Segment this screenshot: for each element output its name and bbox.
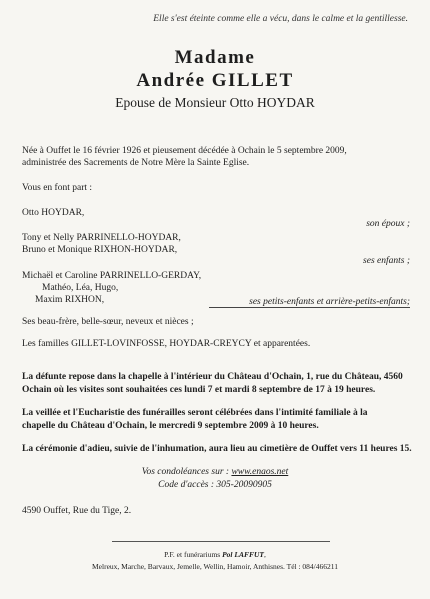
rest-notice: Ochain où les visites sont souhaitées ces lundi 7 et mardi 8 septembre de 17 à 19 heures. [22,385,376,395]
children-role: ses enfants ; [363,256,410,266]
grandchild-line: Michaël et Caroline PARRINELLO-GERDAY, [22,271,202,281]
grandchild-line: Maxim RIXHON, [35,295,105,305]
birth-death-line: Née à Ouffet le 16 février 1926 et pieusement décédée à Ochain le 5 septembre 2009, [22,146,347,156]
funeral-home-name: Pol LAFFUT [222,550,264,559]
funeral-home-suffix: , [263,550,266,559]
vigil-notice: La veillée et l'Eucharistie des funérailles seront célébrées dans l'intimité familiale à la [22,408,368,418]
grandchildren-role: ses petits-enfants et arrière-petits-enfants; [209,297,410,308]
deceased-name: Andrée GILLET [136,70,294,91]
child-line: Tony et Nelly PARRINELLO-HOYDAR, [22,233,181,243]
condolences-site-link[interactable]: www.enaos.net [231,467,289,477]
access-code-line [0,479,430,492]
sacraments-line: administrée des Sacrements de Notre Mère la Sainte Eglise. [22,158,250,168]
honorific: Madame [174,47,256,68]
spouse-name: Otto HOYDAR, [22,208,85,218]
ceremony-notice: La cérémonie d'adieu, suivie de l'inhumation, aura lieu au cimetière de Ouffet vers 11 heures 15. [22,444,412,454]
access-code: 305-20090905 [216,480,272,490]
funeral-home-prefix: P.F. et funérariums [164,550,223,559]
epigraph: Elle s'est éteinte comme elle a vécu, dans le calme et la gentillesse. [153,14,408,24]
vigil-notice: chapelle du Château d'Ochain, le mercredi 9 septembre 2009 à 10 heures. [22,421,319,431]
funeral-home-locations: Melreux, Marche, Barvaux, Jemelle, Wellin, Hamoir, Anthisnes. Tél : 084/466211 [92,562,338,571]
spouse-role: son époux ; [366,219,410,229]
siblings-line: Ses beau-frère, belle-sœur, neveux et nièces ; [22,317,194,327]
spouse-line: Epouse de Monsieur Otto HOYDAR [115,95,315,110]
announce-line: Vous en font part : [22,183,93,193]
condolences-label: Vos condoléances sur : [141,467,232,477]
condolences-line [0,466,430,479]
address-line: 4590 Ouffet, Rue du Tige, 2. [22,506,132,516]
grandchild-line: Mathéo, Léa, Hugo, [42,283,119,293]
notice-header [0,46,430,113]
rest-notice: La défunte repose dans la chapelle à l'intérieur du Château d'Ochain, 1, rue du Château, 4560 [22,372,403,382]
funeral-home-line [0,549,430,560]
child-line: Bruno et Monique RIXHON-HOYDAR, [22,245,178,255]
families-line: Les familles GILLET-LOVINFOSSE, HOYDAR-CREYCY et apparentées. [22,339,311,349]
access-code-label: Code d'accès : [158,480,217,490]
footer-divider [112,541,330,542]
